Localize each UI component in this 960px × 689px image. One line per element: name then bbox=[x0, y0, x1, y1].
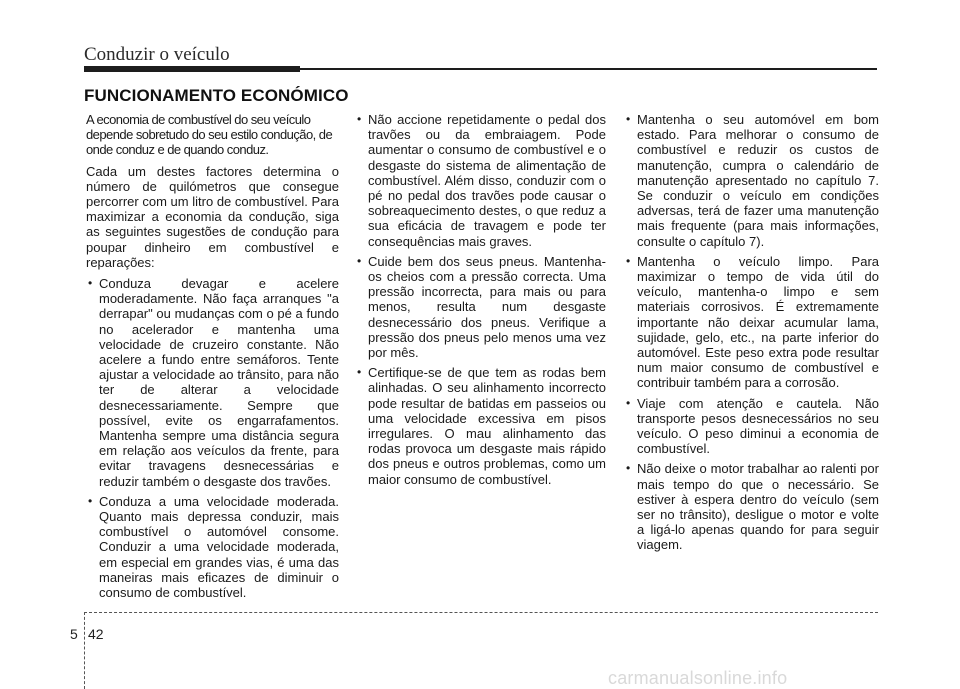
list-item-text: Não deixe o motor trabalhar ao ralenti por mais tempo do que o necessário. Se estiver à espera dentro do veículo (sem ser no trânsito), desligue o motor e volte a ligá-lo apenas quando for para seguir viagem. bbox=[637, 461, 879, 553]
text-column-1 bbox=[86, 112, 339, 605]
footer-divider-vertical bbox=[84, 612, 85, 689]
list-item bbox=[624, 461, 879, 552]
list-item bbox=[86, 276, 339, 489]
bullet-icon: • bbox=[357, 253, 362, 268]
list-item-text: Mantenha o seu automóvel em bom estado. Para melhorar o consumo de combustível e reduzir os custos de manutenção, cumpra o calendário de manutenção apresentado no capítulo 7. Se conduzir o veículo em condições adversas, terá de fazer uma manutenção mais frequente (para mais informações, consulte o capítulo 7). bbox=[637, 112, 879, 249]
list-item bbox=[624, 396, 879, 457]
footer-divider-horizontal bbox=[84, 612, 878, 613]
bullet-icon: • bbox=[626, 253, 631, 268]
list-item bbox=[355, 254, 606, 360]
bullet-icon: • bbox=[626, 112, 631, 126]
tips-list bbox=[86, 276, 339, 600]
list-item bbox=[624, 254, 879, 391]
text-column-3 bbox=[624, 112, 879, 558]
list-item-text: Conduza devagar e acelere moderadamente. Não faça arranques "a derrapar" ou mudanças com o pé a fundo no acelerador e mantenha uma velocidade de cruzeiro constante. Não acelere a fundo entre semáforos. Tente ajustar a velocidade ao trânsito, para não ter de alterar a velocidade desnecessariamente. Sempre que possível, evite os engarrafamentos. Mantenha sempre uma distância segura em relação aos veículos da frente, para evitar travagens desnecessárias e reduzir também o desgaste dos travões. bbox=[99, 276, 339, 489]
bullet-icon: • bbox=[357, 112, 362, 126]
tips-list bbox=[355, 112, 606, 487]
section-title: FUNCIONAMENTO ECONÓMICO bbox=[84, 86, 349, 105]
header-rule-thin bbox=[300, 68, 877, 70]
chapter-number: 5 bbox=[70, 626, 78, 642]
list-item-text: Conduza a uma velocidade moderada. Quanto mais depressa conduzir, mais combustível o automóvel consome. Conduzir a uma velocidade moderada, em especial em grandes vias, é uma das maneiras mais eficazes de diminuir o consumo de combustível. bbox=[99, 493, 339, 601]
watermark: carmanualsonline.info bbox=[608, 668, 788, 688]
bullet-icon: • bbox=[88, 276, 93, 291]
list-item-text: Não accione repetidamente o pedal dos travões ou da embraiagem. Pode aumentar o consumo de combustível e o desgaste do sistema de alimentação de combustível. Além disso, conduzir com o pé no pedal dos travões pode causar o sobreaquecimento destes, o que reduz a sua eficácia de travagem e pode ter consequências mais graves. bbox=[368, 112, 606, 249]
bullet-icon: • bbox=[88, 493, 93, 508]
list-item-text: Certifique-se de que tem as rodas bem alinhadas. O seu alinhamento incorrecto pode resultar de batidas em passeios ou uma velocidade excessiva em pisos irregulares. O mau alinhamento das rodas provoca um desgaste mais rápido dos pneus e outros problemas, como um maior consumo de combustível. bbox=[368, 365, 606, 487]
bullet-icon: • bbox=[626, 395, 631, 410]
bullet-icon: • bbox=[626, 461, 631, 476]
list-item bbox=[86, 494, 339, 600]
tips-list bbox=[624, 112, 879, 553]
header-rule-thick bbox=[84, 66, 300, 72]
list-item bbox=[355, 365, 606, 487]
list-item bbox=[355, 112, 606, 249]
list-item bbox=[624, 112, 879, 249]
body-paragraph: Cada um destes factores determina o número de quilómetros que consegue percorrer com um litro de combustível. Para maximizar a economia da condução, siga as seguintes sugestões de condução para poupar dinheiro em combustível e reparações: bbox=[86, 163, 339, 270]
bullet-icon: • bbox=[357, 365, 362, 380]
list-item-text: Viaje com atenção e cautela. Não transporte pesos desnecessários no seu veículo. O peso diminui a economia de combustível. bbox=[637, 395, 879, 457]
text-column-2 bbox=[355, 112, 606, 492]
header-title: Conduzir o veículo bbox=[84, 44, 230, 65]
list-item-text: Mantenha o veículo limpo. Para maximizar o tempo de vida útil do veículo, mantenha-o limpo e sem materiais corrosivos. É extremamente importante não deixar acumular lama, sujidade, gelo, etc., na parte inferior do automóvel. Este peso extra pode resultar num maior consumo de combustível e contribuir também para a corrosão. bbox=[637, 253, 879, 391]
page-number: 42 bbox=[88, 626, 104, 642]
list-item-text: Cuide bem dos seus pneus. Mantenha-os cheios com a pressão correcta. Uma pressão incorrecta, para mais ou para menos, resulta num desgaste desnecessário dos pneus. Verifique a pressão dos pneus pelo menos uma vez por mês. bbox=[368, 253, 606, 361]
intro-paragraph: A economia de combustível do seu veículo depende sobretudo do seu estilo condução, de onde conduz e de quando conduz. bbox=[86, 112, 333, 158]
